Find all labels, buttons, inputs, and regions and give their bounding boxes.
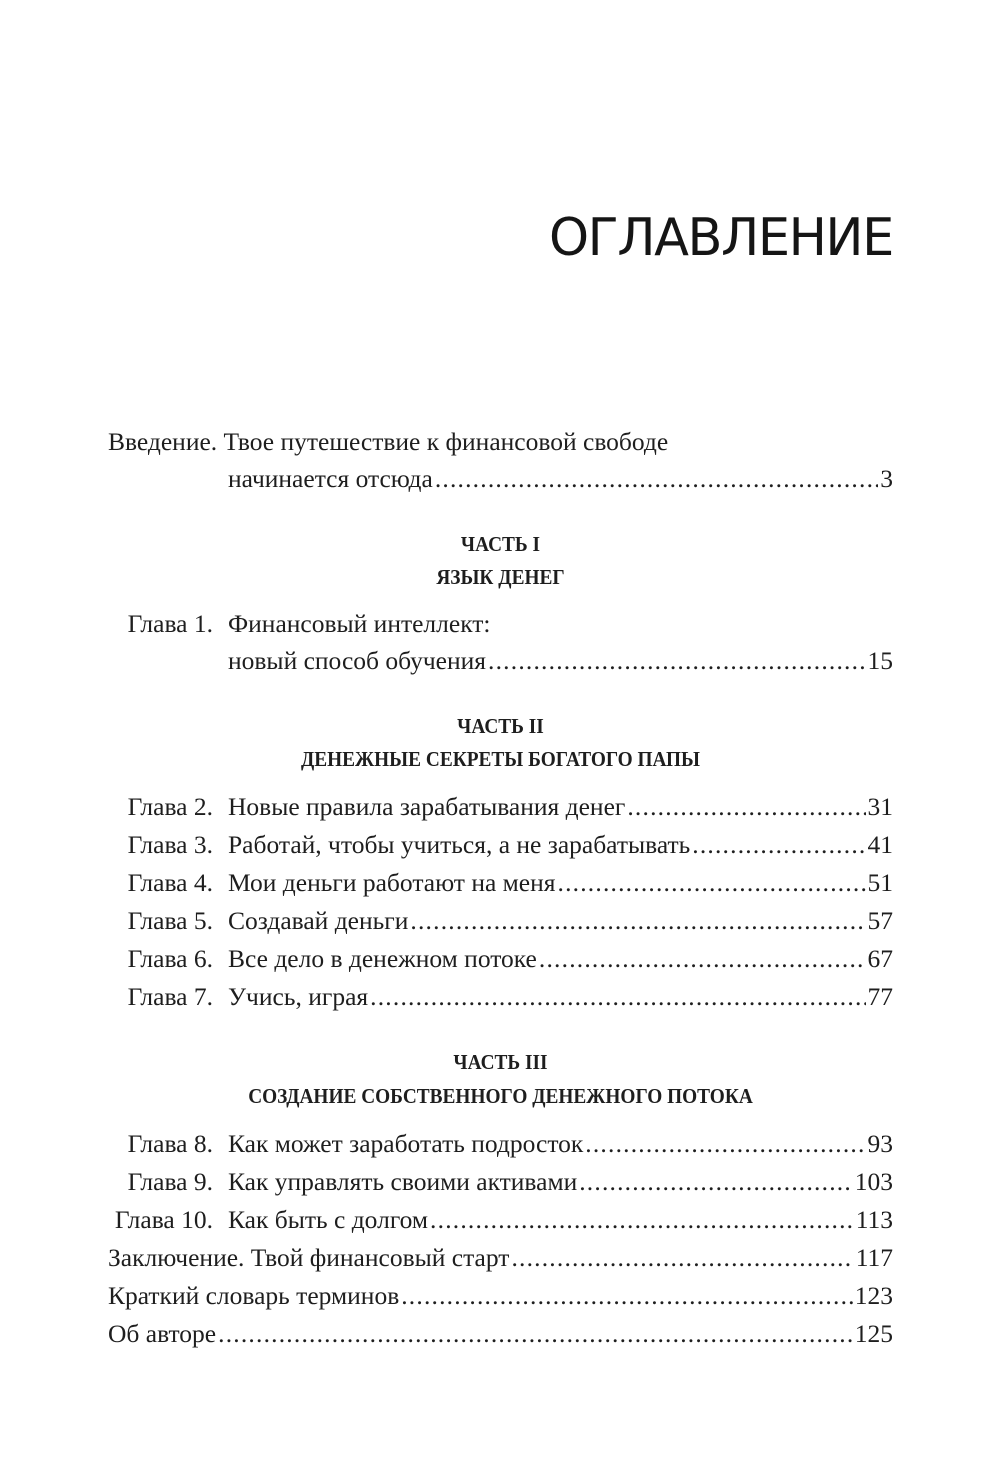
entry-title: Мои деньги работают на меня — [228, 868, 556, 897]
dot-leader — [539, 940, 866, 978]
entry-title: Как быть с долгом — [228, 1205, 429, 1234]
dot-leader — [692, 826, 865, 864]
toc-entry-chapter-5[interactable] — [108, 902, 893, 940]
dot-leader — [511, 1239, 853, 1277]
part-label: ЧАСТЬ I — [460, 532, 541, 556]
chapter-label: Глава 2. — [127, 792, 213, 821]
toc-entry-chapter-7[interactable] — [108, 978, 893, 1016]
page-number: 77 — [867, 982, 893, 1011]
entry-title: Заключение. Твой финансовый старт — [108, 1243, 510, 1272]
part-label: ЧАСТЬ III — [453, 1050, 548, 1074]
page-number: 31 — [867, 792, 893, 821]
toc-entry-chapter-9[interactable] — [108, 1163, 893, 1201]
chapter-label: Глава 4. — [127, 868, 213, 897]
part-title: ДЕНЕЖНЫЕ СЕКРЕТЫ БОГАТОГО ПАПЫ — [300, 747, 701, 771]
dot-leader — [558, 864, 866, 902]
toc-entry-chapter-1[interactable] — [108, 605, 893, 643]
entry-title: Как управлять своими активами — [228, 1167, 578, 1196]
page-number: 67 — [867, 944, 893, 973]
page-number: 123 — [854, 1281, 893, 1310]
toc-entry-chapter-2[interactable] — [108, 788, 893, 826]
chapter-label: Глава 6. — [127, 944, 213, 973]
dot-leader — [585, 1125, 865, 1163]
dot-leader — [579, 1163, 853, 1201]
page-number: 113 — [855, 1205, 893, 1234]
page-title: ОГЛАВЛЕНИЕ — [549, 208, 893, 268]
entry-title: новый способ обучения — [228, 646, 487, 675]
dot-leader — [410, 902, 865, 940]
dot-leader — [218, 1315, 853, 1353]
dot-leader — [627, 788, 865, 826]
entry-title: начинается отсюда — [228, 464, 433, 493]
entry-title: Как может заработать подросток — [228, 1129, 584, 1158]
toc-entry-chapter-4[interactable] — [108, 864, 893, 902]
page-number: 103 — [854, 1167, 893, 1196]
part-title: ЯЗЫК ДЕНЕГ — [436, 565, 565, 589]
page-number: 125 — [854, 1319, 893, 1348]
page-number: 51 — [867, 868, 893, 897]
entry-title: Все дело в денежном потоке — [228, 944, 537, 973]
chapter-label: Глава 9. — [127, 1167, 213, 1196]
toc-entry-chapter-3[interactable] — [108, 826, 893, 864]
chapter-label: Глава 10. — [114, 1205, 213, 1234]
entry-title: Об авторе — [108, 1319, 217, 1348]
toc-entry-intro-continued[interactable] — [228, 460, 893, 498]
toc-entry-chapter-1-continued[interactable] — [228, 642, 893, 680]
entry-title: Краткий словарь терминов — [108, 1281, 400, 1310]
page-number: 41 — [867, 830, 893, 859]
dot-leader — [401, 1277, 853, 1315]
entry-title: Работай, чтобы учиться, а не зарабатывать — [228, 830, 691, 859]
toc-entry-chapter-6[interactable] — [108, 940, 893, 978]
dot-leader — [435, 460, 878, 498]
toc-entry-chapter-8[interactable] — [108, 1125, 893, 1163]
page-number: 3 — [880, 464, 893, 493]
chapter-label: Глава 8. — [127, 1129, 213, 1158]
dot-leader — [488, 642, 865, 680]
toc-entry-chapter-10[interactable] — [108, 1201, 893, 1239]
chapter-label: Глава 7. — [127, 982, 213, 1011]
toc-entry-conclusion[interactable] — [108, 1239, 893, 1277]
page-number: 117 — [855, 1243, 893, 1272]
chapter-label: Глава 3. — [127, 830, 213, 859]
dot-leader — [370, 978, 865, 1016]
toc-entry-intro[interactable] — [108, 423, 893, 461]
entry-title: Финансовый интеллект: — [228, 609, 491, 638]
entry-title: Создавай деньги — [228, 906, 409, 935]
entry-title: Учись, играя — [228, 982, 369, 1011]
entry-title: Введение. Твое путешествие к финансовой свободе — [108, 427, 669, 456]
toc-entry-about-author[interactable] — [108, 1315, 893, 1353]
part-title: СОЗДАНИЕ СОБСТВЕННОГО ДЕНЕЖНОГО ПОТОКА — [248, 1084, 753, 1108]
part-label: ЧАСТЬ II — [457, 714, 544, 738]
page-number: 57 — [867, 906, 893, 935]
chapter-label: Глава 5. — [127, 906, 213, 935]
toc-entry-glossary[interactable] — [108, 1277, 893, 1315]
page-number: 15 — [867, 646, 893, 675]
entry-title: Новые правила зарабатывания денег — [228, 792, 626, 821]
dot-leader — [430, 1201, 854, 1239]
page-number: 93 — [867, 1129, 893, 1158]
chapter-label: Глава 1. — [127, 609, 213, 638]
